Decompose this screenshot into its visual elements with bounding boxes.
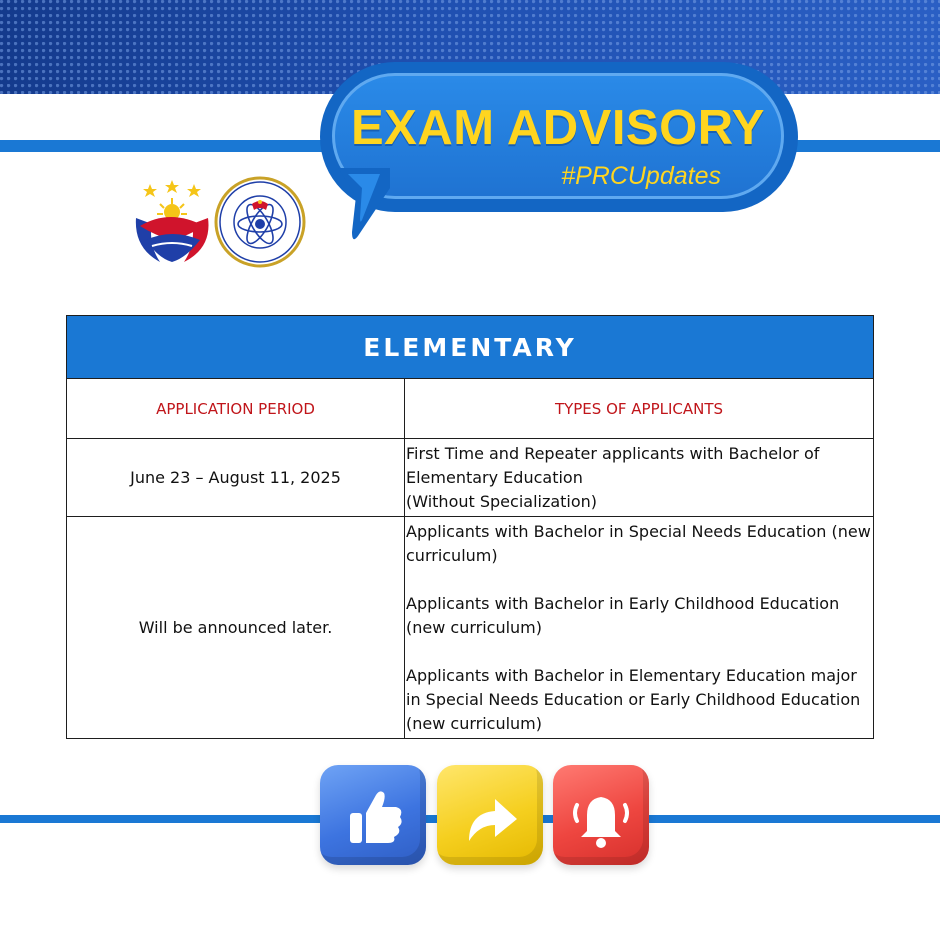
applicant-type: (Without Specialization) — [406, 491, 598, 511]
column-header-period: APPLICATION PERIOD — [67, 379, 405, 439]
applicant-type: First Time and Repeater applicants with Bachelor of Elementary Education — [406, 443, 820, 487]
like-button[interactable] — [320, 765, 426, 865]
page-title: EXAM ADVISORY — [351, 101, 765, 155]
table-row — [67, 439, 874, 517]
share-icon — [437, 765, 543, 865]
column-header-types: TYPES OF APPLICANTS — [405, 379, 874, 439]
section-title: ELEMENTARY — [67, 316, 874, 379]
period-cell: June 23 – August 11, 2025 — [67, 439, 405, 517]
types-cell — [405, 439, 874, 517]
table-row — [67, 517, 874, 739]
bubble-tail — [330, 168, 400, 244]
notify-button[interactable] — [553, 765, 649, 865]
hashtag: #PRCUpdates — [561, 162, 721, 190]
applicant-type: Applicants with Bachelor in Elementary Education major in Special Needs Education or Early Childhood Education (new curriculum) — [406, 665, 861, 733]
bell-icon — [553, 765, 649, 865]
period-cell: Will be announced later. — [67, 517, 405, 739]
share-button[interactable] — [437, 765, 543, 865]
types-cell — [405, 517, 874, 739]
applicant-type: Applicants with Bachelor in Special Needs Education (new curriculum) — [406, 521, 871, 565]
thumbs-up-icon — [320, 765, 426, 865]
advisory-table — [66, 315, 874, 739]
prc-seal-logo — [214, 176, 306, 268]
bagong-pilipinas-logo — [130, 178, 214, 266]
applicant-type: Applicants with Bachelor in Early Childhood Education (new curriculum) — [406, 593, 840, 637]
